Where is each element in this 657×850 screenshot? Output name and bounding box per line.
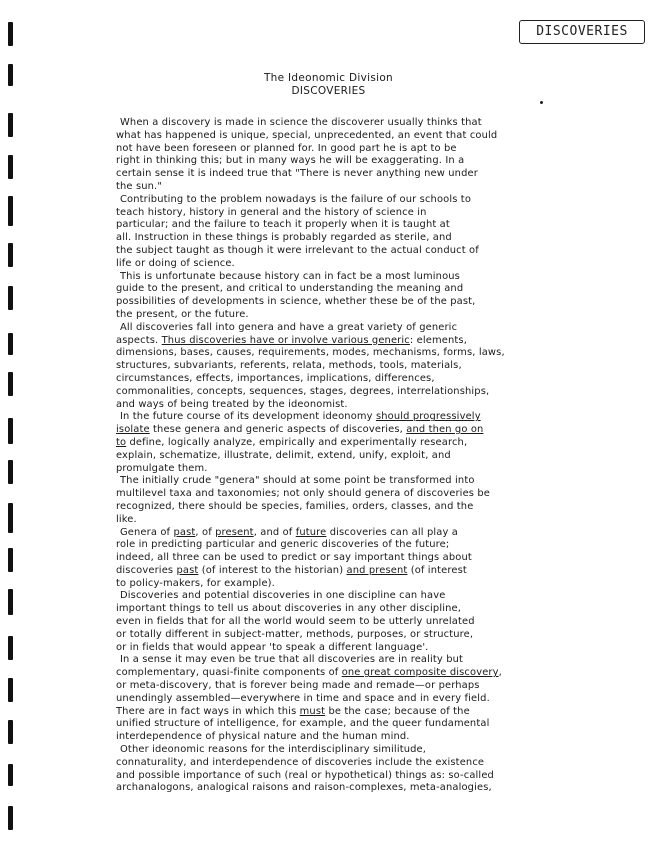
text-run: In the future course of its development ideonomy bbox=[120, 411, 376, 423]
text-line: commonalities, concepts, sequences, stages, degrees, interrelationships, bbox=[116, 385, 490, 397]
text-line bbox=[116, 437, 574, 450]
text-line: In a sense it may even be true that all discoveries are in reality but bbox=[120, 654, 464, 666]
text-line: dimensions, bases, causes, requirements, modes, mechanisms, forms, laws, bbox=[116, 347, 505, 359]
binding-hole bbox=[8, 333, 13, 355]
underlined-phrase: isolate bbox=[116, 424, 150, 436]
text-line: This is unfortunate because history can in fact be a most luminous bbox=[120, 270, 460, 282]
text-line: not have been foreseen or planned for. In good part he is apt to be bbox=[116, 142, 457, 154]
underlined-word: present bbox=[215, 526, 254, 538]
discoveries-stamp: DISCOVERIES bbox=[519, 20, 645, 44]
text-line: all. Instruction in these things is probably regarded as sterile, and bbox=[116, 232, 452, 244]
text-line: and possible importance of such (real or hypothetical) things as: so-called bbox=[116, 769, 494, 781]
underlined-phrase: and present bbox=[346, 564, 408, 576]
binding-hole bbox=[8, 678, 13, 702]
underlined-word: past bbox=[176, 564, 199, 576]
text-line: Other ideonomic reasons for the interdisciplinary similitude, bbox=[120, 744, 427, 756]
text-run: aspects. bbox=[116, 334, 162, 346]
text-line: archanalogons, analogical raisons and raison-complexes, meta-analogies, bbox=[116, 782, 492, 794]
underlined-word: future bbox=[295, 526, 327, 538]
text-line bbox=[116, 667, 574, 680]
text-run: (of interest bbox=[407, 564, 467, 576]
text-line: or totally different in subject-matter, methods, purposes, or structure, bbox=[116, 628, 474, 640]
text-line: the present, or the future. bbox=[116, 308, 249, 320]
text-line: role in predicting particular and generic discoveries of the future; bbox=[116, 539, 450, 551]
text-line: like. bbox=[116, 513, 137, 525]
text-line: or meta-discovery, that is forever being made and remade—or perhaps bbox=[116, 680, 480, 692]
text-run: be the case; because of the bbox=[325, 705, 470, 717]
text-run: these genera and generic aspects of discoveries, bbox=[149, 424, 407, 436]
text-run: complementary, quasi-finite components of bbox=[116, 667, 342, 679]
text-line: recognized, there should be species, families, orders, classes, and the bbox=[116, 500, 474, 512]
binding-hole bbox=[8, 372, 13, 396]
text-line: The initially crude "genera" should at some point be transformed into bbox=[120, 475, 475, 487]
binding-hole bbox=[8, 806, 13, 830]
text-line: right in thinking this; but in many ways he will be exaggerating. In a bbox=[116, 155, 465, 167]
underlined-phrase: Thus discoveries have or involve various generic bbox=[161, 334, 410, 346]
text-line: Contributing to the problem nowadays is the failure of our schools to bbox=[120, 193, 472, 205]
underlined-phrase: to bbox=[116, 436, 127, 448]
binding-hole bbox=[8, 243, 13, 267]
text-line: All discoveries fall into genera and have a great variety of generic bbox=[120, 321, 458, 333]
text-line: particular; and the failure to teach it properly when it is taught at bbox=[116, 219, 450, 231]
page-title: DISCOVERIES bbox=[291, 85, 366, 97]
text-line: multilevel taxa and taxonomies; not only should genera of discoveries be bbox=[116, 488, 491, 500]
text-run: There are in fact ways in which this bbox=[116, 705, 300, 717]
text-line: and ways of being treated by the ideonomist. bbox=[116, 398, 348, 410]
text-line bbox=[116, 424, 574, 437]
text-line: the sun." bbox=[116, 180, 163, 192]
binding-hole bbox=[8, 113, 13, 137]
text-line: what has happened is unique, special, unprecedented, an event that could bbox=[116, 129, 498, 141]
text-run: , bbox=[498, 667, 502, 679]
text-run: define, logically analyze, empirically and experimentally research, bbox=[126, 436, 468, 448]
binding-hole bbox=[8, 22, 13, 46]
binding-hole bbox=[8, 764, 13, 786]
text-line bbox=[116, 565, 574, 578]
text-run: , and of bbox=[253, 526, 296, 538]
text-line: to policy-makers, for example). bbox=[116, 577, 275, 589]
text-line: guide to the present, and critical to understanding the meaning and bbox=[116, 283, 464, 295]
text-line: structures, subvariants, referents, relata, methods, tools, materials, bbox=[116, 360, 462, 372]
underlined-phrase: should progressively bbox=[375, 411, 481, 423]
text-line: interdependence of physical nature and the human mind. bbox=[116, 731, 410, 743]
text-line: possibilities of developments in science, whether these be of the past, bbox=[116, 296, 476, 308]
text-line: teach history, history in general and the history of science in bbox=[116, 206, 427, 218]
text-line: important things to tell us about discoveries in any other discipline, bbox=[116, 603, 462, 615]
underlined-word: must bbox=[299, 705, 326, 717]
text-line: even in fields that for all the world would seem to be utterly unrelated bbox=[116, 616, 475, 628]
text-line: unified structure of intelligence, for example, and the queer fundamental bbox=[116, 718, 490, 730]
division-heading: The Ideonomic Division bbox=[263, 72, 394, 84]
binding-hole bbox=[8, 155, 13, 179]
text-line: promulgate them. bbox=[116, 462, 208, 474]
text-line: circumstances, effects, importances, implications, differences, bbox=[116, 372, 435, 384]
text-run: : elements, bbox=[409, 334, 467, 346]
binding-hole bbox=[8, 720, 13, 744]
binding-hole bbox=[8, 548, 13, 572]
underlined-phrase: one great composite discovery bbox=[341, 667, 499, 679]
binding-hole bbox=[8, 196, 13, 226]
text-run: discoveries bbox=[116, 564, 177, 576]
text-line: When a discovery is made in science the discoverer usually thinks that bbox=[120, 117, 482, 128]
binding-hole bbox=[8, 286, 13, 310]
text-line: connaturality, and interdependence of discoveries include the existence bbox=[116, 756, 485, 768]
underlined-phrase: and then go on bbox=[406, 424, 484, 436]
text-line: certain sense it is indeed true that "There is never anything new under bbox=[116, 168, 478, 180]
text-line: Discoveries and potential discoveries in one discipline can have bbox=[120, 590, 446, 602]
binding-hole bbox=[8, 503, 13, 533]
ink-dot bbox=[540, 101, 543, 104]
body-text bbox=[116, 117, 574, 795]
binding-hole bbox=[8, 418, 13, 444]
text-line: unendingly assembled—everywhere in time and space and in every field. bbox=[116, 692, 490, 704]
text-line: the subject taught as though it were irrelevant to the actual conduct of bbox=[116, 244, 479, 256]
text-line: explain, schematize, illustrate, delimit, extend, unify, exploit, and bbox=[116, 449, 451, 461]
text-line bbox=[116, 335, 574, 348]
text-run: , of bbox=[195, 526, 216, 538]
text-line: indeed, all three can be used to predict or say important things about bbox=[116, 552, 472, 564]
text-run: discoveries can all play a bbox=[326, 526, 458, 538]
text-line bbox=[116, 527, 574, 540]
text-run: (of interest to the historian) bbox=[198, 564, 347, 576]
text-line: or in fields that would appear 'to speak a different language'. bbox=[116, 641, 429, 653]
binding-hole bbox=[8, 636, 13, 660]
binding-hole bbox=[8, 460, 13, 484]
text-line: life or doing of science. bbox=[116, 257, 235, 269]
text-line bbox=[116, 706, 574, 719]
text-line bbox=[116, 411, 574, 424]
text-run: Genera of bbox=[120, 526, 174, 538]
underlined-word: past bbox=[173, 526, 196, 538]
binding-hole bbox=[8, 589, 13, 615]
